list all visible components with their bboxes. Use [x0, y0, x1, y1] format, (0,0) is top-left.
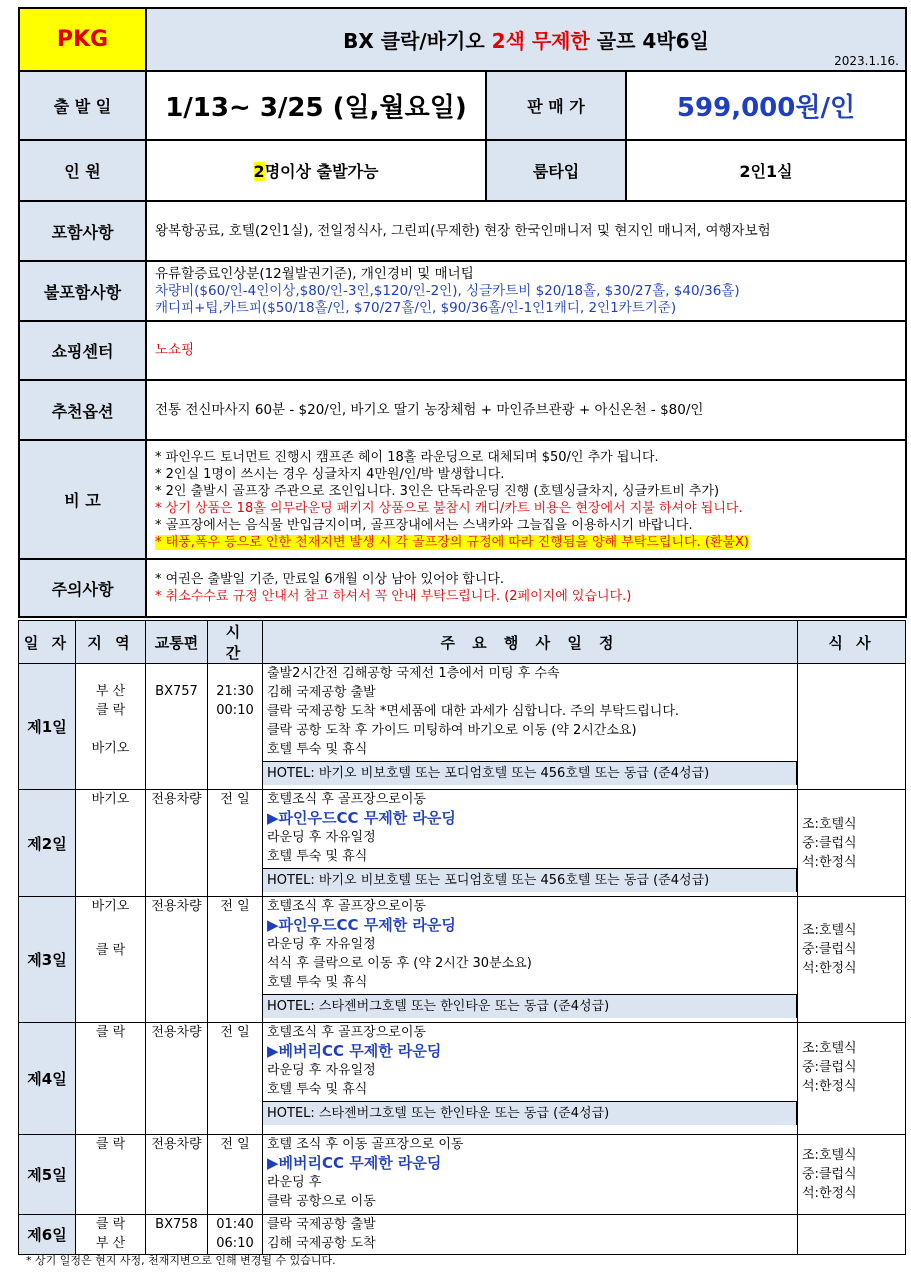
transport-cell: 전용차량	[146, 1023, 208, 1135]
notes-list: * 파인우드 토너먼트 진행시 캠프존 헤이 18홀 라운딩으로 대체되며 $50/인 추가 됩니다. * 2인실 1명이 쓰시는 경우 싱글차지 4만원/인/박 발생합니다. * 2인 출발시 골프장 주관으로 조인입니다. 3인은 단독라운딩 진행 (호텔싱글차지, 싱글카트비 추가) * 상기 상품은 18홀 의무라운딩 패키지 상품으로 불참시 캐디/카트 비용은 현장에서 지불 하셔야 됩니다. * 골프장에서는 음식물 반입금지이며, 골프장내에서는 스낵카와 그늘집을 이용하시기 바랍니다. * 태풍,폭우 등으로 인한 천재지변 발생 시 각 골프장의 규정에 따라 진행됨을 양해 부탁드립니다. (환불X)	[146, 440, 906, 559]
excluded-list: 유류할증료인상분(12월발권기준), 개인경비 및 매너팁 차량비($60/인-4인이상,$80/인-3인,$120/인-2인), 싱글카트비 $20/18홀, $30/27홀, $40/36홀) 캐디피+팁,카트피($50/18홀/인, $70/27홀/인, $90/36홀/인-1인1캐디, 2인1카트기준)	[146, 261, 906, 321]
excluded-label: 불포함사항	[19, 261, 146, 321]
time-cell: 전 일	[208, 1023, 263, 1135]
time-cell: 전 일	[208, 1135, 263, 1215]
document-date: 2023.1.16.	[834, 54, 899, 68]
transport-cell: BX757	[146, 664, 208, 790]
region-cell: 부 산 클 락 바기오	[76, 664, 146, 790]
transport-cell: 전용차량	[146, 897, 208, 1023]
time-cell: 01:40 06:10	[208, 1215, 263, 1255]
region-cell: 바기오	[76, 790, 146, 897]
itinerary-row-day4	[19, 1023, 906, 1135]
schedule-cell: 호텔 조식 후 이동 골프장으로 이동 ▶베버리CC 무제한 라운딩 라운딩 후 클락 공항으로 이동	[263, 1135, 798, 1215]
meal-cell: 조:호텔식 중:클럽식 석:한정식	[798, 790, 906, 897]
golf-round: ▶파인우드CC 무제한 라운딩	[267, 809, 456, 827]
itinerary-table	[18, 620, 906, 1255]
time-cell: 전 일	[208, 790, 263, 897]
itinerary-row-day1	[19, 664, 906, 790]
shopping-label: 쇼핑센터	[19, 321, 146, 380]
day-label: 제4일	[19, 1023, 76, 1135]
col-header-meals: 식 사	[798, 621, 906, 664]
included-label: 포함사항	[19, 201, 146, 261]
col-header-schedule: 주 요 행 사 일 정	[263, 621, 798, 664]
notes-label: 비 고	[19, 440, 146, 559]
col-header-transport: 교통편	[146, 621, 208, 664]
col-header-day: 일 자	[19, 621, 76, 664]
price-value: 599,000원/인	[626, 71, 906, 140]
itinerary-row-day2	[19, 790, 906, 897]
schedule-cell: 호텔조식 후 골프장으로이동 ▶베버리CC 무제한 라운딩 라운딩 후 자유일정 호텔 투숙 및 휴식 HOTEL: 스타젠버그호텔 또는 한인타운 또는 동급 (준4성급)	[263, 1023, 798, 1135]
hotel-info: HOTEL: 스타젠버그호텔 또는 한인타운 또는 동급 (준4성급)	[263, 1101, 797, 1125]
schedule-cell: 호텔조식 후 골프장으로이동 ▶파인우드CC 무제한 라운딩 라운딩 후 자유일정 호텔 투숙 및 휴식 HOTEL: 바기오 비보호텔 또는 포디엄호텔 또는 456호텔 또는 동급 (준4성급)	[263, 790, 798, 897]
hotel-info: HOTEL: 바기오 비보호텔 또는 포디엄호텔 또는 456호텔 또는 동급 (준4성급)	[263, 868, 797, 892]
time-cell: 21:30 00:10	[208, 664, 263, 790]
region-cell: 클 락	[76, 1023, 146, 1135]
day-label: 제2일	[19, 790, 76, 897]
package-summary-table	[18, 7, 907, 618]
golf-round: ▶베버리CC 무제한 라운딩	[267, 1042, 442, 1060]
region-cell: 바기오 클 락	[76, 897, 146, 1023]
itinerary-footnote: * 상기 일정은 현지 사정, 천재지변으로 인해 변경될 수 있습니다.	[26, 1254, 336, 1267]
meal-cell	[798, 664, 906, 790]
hotel-info: HOTEL: 바기오 비보호텔 또는 포디엄호텔 또는 456호텔 또는 동급 (준4성급)	[263, 761, 797, 785]
col-header-region: 지 역	[76, 621, 146, 664]
itinerary-row-day6	[19, 1215, 906, 1255]
meal-cell	[798, 1215, 906, 1255]
transport-cell: 전용차량	[146, 790, 208, 897]
departure-value: 1/13~ 3/25 (일,월요일)	[146, 71, 486, 140]
itinerary-header-row	[19, 621, 906, 664]
caution-list: * 여권은 출발일 기준, 만료일 6개월 이상 남아 있어야 합니다. * 취소수수료 규정 안내서 참고 하셔서 꼭 안내 부탁드립니다. (2페이지에 있습니다.)	[146, 559, 906, 617]
title-highlight: 2색 무제한	[491, 29, 590, 53]
departure-label: 출 발 일	[19, 71, 146, 140]
time-cell: 전 일	[208, 897, 263, 1023]
day-label: 제6일	[19, 1215, 76, 1255]
included-value: 왕복항공료, 호텔(2인1실), 전일정식사, 그린피(무제한) 현장 한국인매니저 및 현지인 매니저, 여행자보험	[146, 201, 906, 261]
itinerary-row-day5	[19, 1135, 906, 1215]
region-cell: 클 락 부 산	[76, 1215, 146, 1255]
shopping-value: 노쇼핑	[146, 321, 906, 380]
transport-cell: 전용차량	[146, 1135, 208, 1215]
region-cell: 클 락	[76, 1135, 146, 1215]
hotel-info: HOTEL: 스타젠버그호텔 또는 한인타운 또는 동급 (준4성급)	[263, 994, 797, 1018]
golf-round: ▶파인우드CC 무제한 라운딩	[267, 916, 456, 934]
options-value: 전통 전신마사지 60분 - $20/인, 바기오 딸기 농장체험 + 마인쥬브관광 + 아신온천 - $80/인	[146, 380, 906, 440]
notes-highlight: * 태풍,폭우 등으로 인한 천재지변 발생 시 각 골프장의 규정에 따라 진행됨을 양해 부탁드립니다. (환불X)	[155, 534, 749, 550]
schedule-cell: 호텔조식 후 골프장으로이동 ▶파인우드CC 무제한 라운딩 라운딩 후 자유일정 석식 후 클락으로 이동 후 (약 2시간 30분소요) 호텔 투숙 및 휴식 HOTEL: 스타젠버그호텔 또는 한인타운 또는 동급 (준4성급)	[263, 897, 798, 1023]
day-label: 제1일	[19, 664, 76, 790]
meal-cell: 조:호텔식 중:클럽식 석:한정식	[798, 1135, 906, 1215]
price-label: 판 매 가	[486, 71, 626, 140]
room-value: 2인1실	[626, 140, 906, 201]
golf-round: ▶베버리CC 무제한 라운딩	[267, 1154, 442, 1172]
day-label: 제5일	[19, 1135, 76, 1215]
people-value: 2명이상 출발가능	[146, 140, 486, 201]
schedule-cell: 출발2시간전 김해공항 국제선 1층에서 미팅 후 수속 김해 국제공항 출발 클락 국제공항 도착 *면세품에 대한 과세가 심합니다. 주의 부탁드립니다. 클락 공항 도착 후 가이드 미팅하여 바기오로 이동 (약 2시간소요) 호텔 투숙 및 휴식 HOTEL: 바기오 비보호텔 또는 포디엄호텔 또는 456호텔 또는 동급 (준4성급)	[263, 664, 798, 790]
schedule-cell: 클락 국제공항 출발 김해 국제공항 도착	[263, 1215, 798, 1255]
room-label: 룸타입	[486, 140, 626, 201]
people-label: 인 원	[19, 140, 146, 201]
itinerary-row-day3	[19, 897, 906, 1023]
transport-cell: BX758	[146, 1215, 208, 1255]
meal-cell: 조:호텔식 중:클럽식 석:한정식	[798, 897, 906, 1023]
meal-cell: 조:호텔식 중:클럽식 석:한정식	[798, 1023, 906, 1135]
caution-label: 주의사항	[19, 559, 146, 617]
day-label: 제3일	[19, 897, 76, 1023]
options-label: 추천옵션	[19, 380, 146, 440]
pkg-tag: PKG	[19, 8, 146, 71]
package-title: BX 클락/바기오 2색 무제한 골프 4박6일 2023.1.16.	[146, 8, 906, 71]
col-header-time: 시 간	[208, 621, 263, 664]
